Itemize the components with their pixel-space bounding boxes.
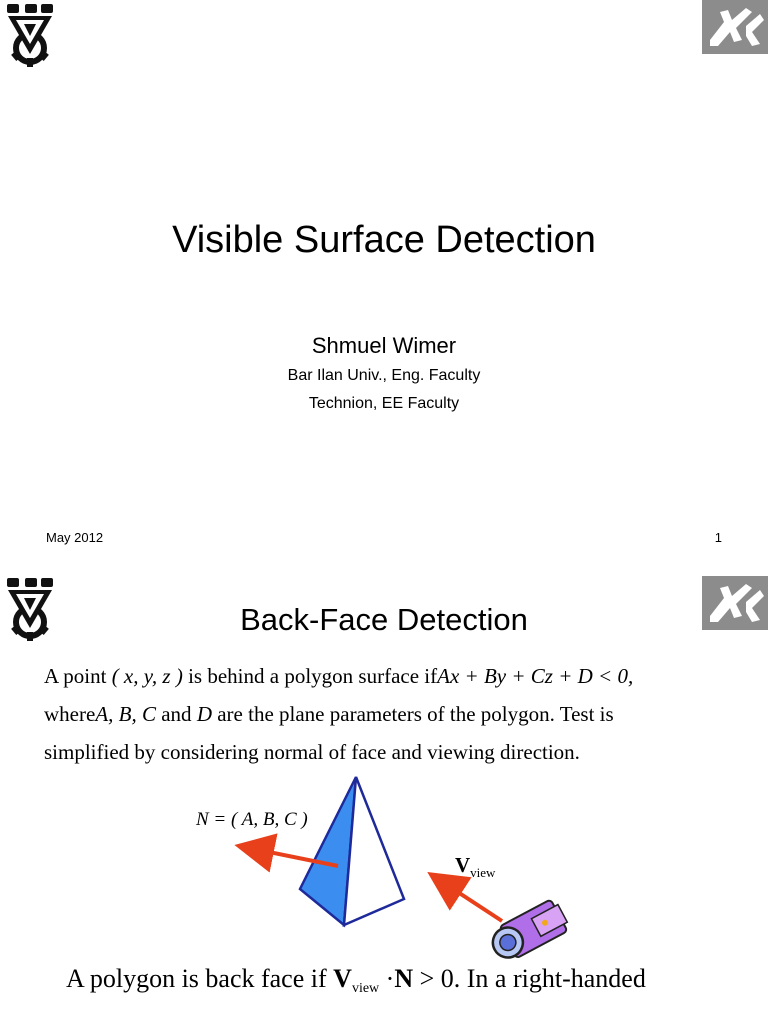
- paragraph-line-1: A point ( x, y, z ) is behind a polygon surface ifAx + By + Cz + D < 0,: [44, 664, 634, 688]
- bar-ilan-logo-icon: [702, 576, 768, 635]
- normal-label: N = ( A, B, C ): [196, 809, 308, 830]
- pyramid-icon: [300, 777, 404, 925]
- back-face-diagram: [230, 773, 590, 963]
- view-label: $V_{view}$: [455, 853, 496, 881]
- back-face-condition: A polygon is back face if $V_{view} \cdot N > 0$. In a right-handed: [66, 964, 646, 996]
- author-name: Shmuel Wimer: [311, 333, 457, 358]
- technion-logo-icon: [4, 576, 56, 647]
- bar-ilan-logo-icon: [702, 0, 768, 59]
- technion-logo-icon: [4, 2, 56, 73]
- page-number: 1: [714, 530, 722, 545]
- slide-back-face: [0, 568, 768, 1024]
- slide-title-text: Visible Surface Detection: [172, 219, 596, 261]
- footer-date: May 2012: [46, 530, 104, 545]
- description-paragraph: [44, 657, 744, 771]
- paragraph-line-3: simplified by considering normal of face and viewing direction.: [44, 740, 580, 764]
- camera-icon: [486, 898, 571, 963]
- point-expression: ( x, y, z ): [111, 664, 183, 688]
- paragraph-line-2: whereA, B, C and D are the plane parameters of the polygon. Test is: [44, 702, 614, 726]
- affiliation-line-1: Bar Ilan Univ., Eng. Faculty: [287, 367, 481, 384]
- plane-params: A, B, C: [95, 702, 156, 726]
- affiliation-line-2: Technion, EE Faculty: [308, 395, 460, 412]
- view-arrow: [444, 883, 502, 921]
- slide-title-text: Back-Face Detection: [240, 602, 528, 637]
- plane-inequality: Ax + By + Cz + D < 0,: [437, 664, 634, 688]
